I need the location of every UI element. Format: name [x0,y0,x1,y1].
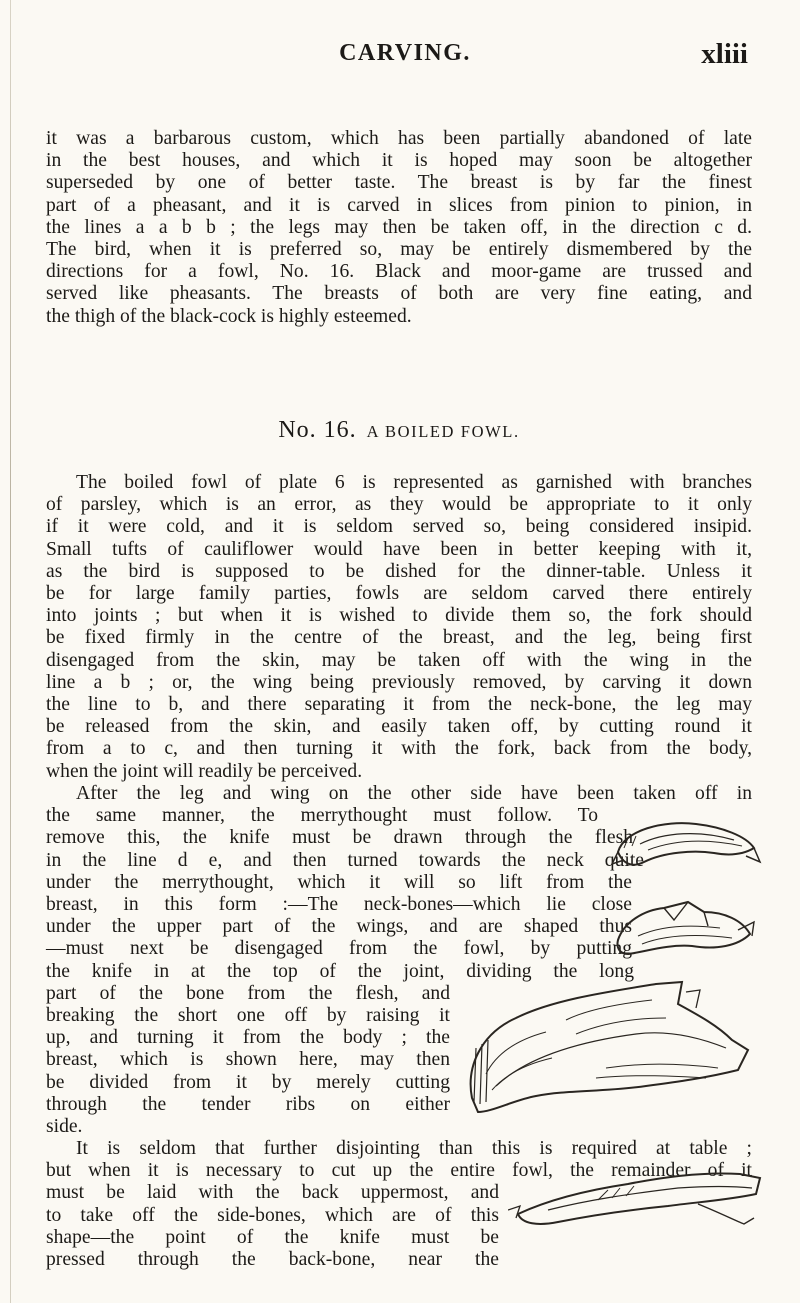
text-line: After the leg and wing on the other side have been taken off in [76,783,752,804]
text-line: must be laid with the back uppermost, and [46,1182,499,1204]
text-line: remove this, the knife must be drawn through the flesh [46,827,633,849]
text-line: if it were cold, and it is seldom served so, being considered insipid. [46,516,752,538]
text-line: under the upper part of the wings, and are shaped thus [46,916,632,938]
text-line: through the tender ribs on either [46,1093,450,1115]
section-heading [46,417,752,444]
text-line: the lines a a b b ; the legs may then be taken off, in the direction c d. [46,216,752,238]
text-line: be for large family parties, fowls are seldom carved there entirely [46,583,752,605]
text-line: breast, in this form :—The neck-bones—which lie close [46,894,632,916]
text-line: under the merrythought, which it will so lift from the [46,871,632,893]
page-number: xliii [701,38,748,70]
text-line: into joints ; but when it is wished to divide them so, the fork should [46,605,752,627]
text-line: breaking the short one off by raising it [46,1005,450,1027]
text-line: The bird, when it is preferred so, may be entirely dismembered by the [46,239,752,261]
paragraph-boiled-fowl [46,472,752,783]
text-line: in the best houses, and which it is hoped may soon be altogether [46,150,752,172]
text-line: in the line d e, and then turned towards the neck quite [46,849,644,871]
neck-bones-illustration [608,896,758,960]
text-line: shape—the point of the knife must be [46,1226,499,1248]
text-line: part of a pheasant, and it is carved in slices from pinion to pinion, in [46,194,752,216]
merrythought-illustration [604,820,764,882]
text-line: superseded by one of better taste. The breast is by far the finest [46,172,752,194]
text-line: directions for a fowl, No. 16. Black and moor-game are trussed and [46,261,752,283]
running-head [46,40,764,80]
text-line: be fixed firmly in the centre of the breast, and the leg, being first [46,627,752,649]
text-line: disengaged from the skin, may be taken off with the wing in the [46,649,752,671]
text-line: but when it is necessary to cut up the entire fowl, the remainder of it [46,1160,752,1182]
text-line: be divided from it by merely cutting [46,1071,450,1093]
paragraph-pheasant [46,128,752,328]
text-line: side. [46,1116,83,1138]
text-line: The boiled fowl of plate 6 is represented as garnished with branches [76,472,752,493]
text-line: it was a barbarous custom, which has been partially abandoned of late [46,128,752,149]
text-line: the knife in at the top of the joint, dividing the long [46,960,634,982]
running-title: CARVING. [339,40,471,66]
text-line: of parsley, which is an error, as they would be appropriate to it only [46,494,752,516]
text-line: part of the bone from the flesh, and [46,982,450,1004]
text-line: served like pheasants. The breasts of both are very fine eating, and [46,283,752,305]
text-line: up, and turning it from the body ; the [46,1027,450,1049]
text-line: as the bird is supposed to be dished for the dinner-table. Unless it [46,560,752,582]
section-number: No. 16. [278,417,357,443]
side-bones-illustration [508,1160,768,1230]
text-line: the line to b, and there separating it from the neck-bone, the leg may [46,694,752,716]
text-line: the thigh of the black-cock is highly esteemed. [46,305,412,327]
text-line: be released from the skin, and easily taken off, by cutting round it [46,716,752,738]
text-line: pressed through the back-bone, near the [46,1249,499,1271]
text-line: line a b ; or, the wing being previously removed, by carving it down [46,671,752,693]
text-line: —must next be disengaged from the fowl, by putting [46,938,632,960]
breast-illustration [456,978,756,1120]
text-line: when the joint will readily be perceived. [46,760,363,782]
section-title: A BOILED FOWL. [366,422,520,441]
text-line: to take off the side-bones, which are of this [46,1204,499,1226]
text-line: from a to c, and then turning it with the fork, back from the body, [46,738,752,760]
page-gutter-edge [10,0,11,1303]
text-line: breast, which is shown here, may then [46,1049,450,1071]
text-line: Small tufts of cauliflower would have been in better keeping with it, [46,538,752,560]
text-line: the same manner, the merrythought must follow. To [46,805,598,827]
text-line: It is seldom that further disjointing than this is required at table ; [76,1138,752,1159]
